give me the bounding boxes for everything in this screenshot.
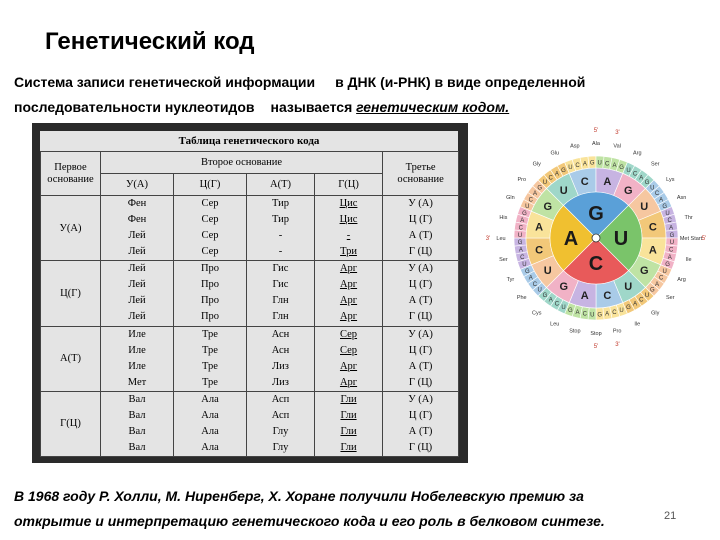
amino-acid: Глн	[272, 295, 289, 307]
wheel-outer-letter: U	[542, 180, 548, 187]
wheel-amino-label: Ile	[685, 257, 692, 264]
amino-acid: Арг	[339, 376, 358, 388]
wheel-amino-label: Asn	[676, 194, 687, 201]
col-head: А(Т)	[247, 174, 315, 196]
wheel-amino-label: Stop	[569, 328, 581, 335]
third-base: А (Т)	[408, 295, 433, 307]
first-base-cell: У(А)	[41, 196, 101, 261]
wheel-outer-letter: G	[522, 210, 527, 217]
table-row	[41, 326, 459, 391]
wheel-ring-letter: C	[580, 176, 589, 189]
wheel-ring-letter: A	[580, 289, 589, 302]
amino-acid: Лей	[128, 263, 146, 275]
amino-acid: Арг	[339, 295, 358, 307]
wheel-amino-label: Ser	[499, 257, 508, 264]
wheel-outer-letter: C	[518, 225, 523, 232]
wheel-outer-letter: G	[517, 240, 523, 247]
amino-acid: Мет	[127, 376, 147, 388]
amino-acid: Лей	[128, 311, 146, 323]
wheel-amino-label: Asp	[570, 143, 580, 150]
footer-line1: В 1968 году Р. Холли, М. Ниренберг, Х. Хоране получили Нобелевскую премию за	[14, 488, 584, 504]
wheel-outer-letter: A	[655, 281, 660, 288]
wheel-outer-letter: A	[575, 310, 580, 317]
wheel-end-mark: 3'	[615, 341, 620, 348]
amino-acid: Фен	[127, 198, 147, 210]
wheel-amino-label: Thr	[684, 214, 693, 221]
amino-acid: Сер	[340, 344, 358, 356]
amino-acid: Асн	[271, 328, 290, 340]
wheel-outer-letter: G	[619, 164, 624, 171]
amino-acid-cell	[247, 261, 315, 326]
third-base: Ц (Г)	[408, 344, 433, 356]
wheel-ring-letter: C	[535, 244, 544, 257]
wheel-outer-letter: U	[522, 262, 527, 269]
wheel-ring-letter: U	[559, 184, 568, 197]
wheel-amino-label: Cys	[532, 310, 542, 317]
amino-acid: Лиз	[272, 360, 289, 372]
amino-acid: Лиз	[272, 376, 289, 388]
amino-acid-cell	[315, 391, 383, 456]
amino-acid: Цис	[339, 214, 358, 226]
first-base-cell: А(Т)	[41, 326, 101, 391]
amino-acid: Арг	[339, 360, 358, 372]
table-row	[41, 391, 459, 456]
header-second-base: Второе основание	[101, 152, 383, 174]
wheel-outer-letter: U	[568, 164, 573, 171]
wheel-outer-letter: C	[669, 247, 674, 254]
wheel-ring-letter: C	[603, 289, 612, 302]
amino-acid: Глу	[272, 425, 289, 437]
wheel-amino-label: Tyr	[506, 277, 515, 284]
third-base: Г (Ц)	[408, 311, 433, 323]
amino-acid: Гис	[272, 263, 289, 275]
amino-acid: Гли	[340, 425, 357, 437]
amino-acid: Лей	[128, 295, 146, 307]
amino-acid: Арг	[339, 263, 358, 275]
third-base: Ц (Г)	[408, 409, 433, 421]
wheel-amino-label: Gln	[506, 194, 515, 201]
wheel-amino-label: Arg	[632, 150, 642, 157]
amino-acid: Вал	[128, 393, 146, 405]
codon-table	[40, 151, 459, 457]
amino-acid: Лей	[128, 246, 146, 258]
wheel-outer-letter: C	[554, 301, 560, 308]
third-base-cell	[383, 391, 459, 456]
wheel-amino-label: His	[499, 214, 508, 221]
wheel-outer-letter: U	[537, 287, 542, 294]
third-base: Г (Ц)	[408, 376, 433, 388]
intro-line2-a: последовательности нуклеотидов	[14, 99, 255, 115]
wheel-outer-letter: A	[520, 218, 525, 225]
amino-acid: Сер	[340, 328, 358, 340]
table-row	[41, 196, 459, 261]
amino-acid: Ала	[201, 393, 219, 405]
wheel-outer-letter: C	[654, 191, 660, 198]
wheel-outer-letter: A	[548, 297, 553, 304]
amino-acid: Ала	[201, 441, 219, 453]
wheel-ring-letter: G	[639, 265, 649, 278]
intro-text	[14, 70, 714, 120]
wheel-outer-letter: C	[612, 310, 617, 317]
wheel-outer-letter: U	[669, 240, 675, 247]
amino-acid: -	[278, 246, 283, 258]
wheel-outer-letter: A	[554, 171, 559, 178]
amino-acid: Цис	[339, 198, 358, 210]
amino-acid: Сер	[201, 198, 219, 210]
footer-text	[14, 484, 714, 534]
wheel-amino-label: Lys	[666, 176, 675, 183]
amino-acid: Арг	[339, 279, 358, 291]
wheel-center-mark	[592, 234, 600, 242]
wheel-amino-label: Phe	[516, 295, 527, 302]
amino-acid: Фен	[127, 214, 147, 226]
wheel-ring-letter: A	[535, 221, 544, 234]
amino-acid: Вал	[128, 425, 146, 437]
wheel-outer-letter: C	[528, 197, 533, 204]
wheel-outer-letter: U	[619, 308, 624, 315]
codon-table-paper	[40, 131, 458, 457]
wheel-outer-letter: G	[589, 160, 595, 167]
wheel-outer-letter: C	[604, 161, 610, 168]
wheel-amino-label: Leu	[550, 321, 560, 328]
amino-acid-cell	[315, 326, 383, 391]
wheel-ring-letter: A	[648, 244, 657, 257]
wheel-outer-letter: U	[597, 160, 602, 167]
wheel-outer-letter: U	[650, 185, 655, 192]
wheel-amino-label: Pro	[517, 176, 527, 183]
wheel-outer-letter: A	[582, 161, 587, 168]
wheel-outer-letter: U	[662, 268, 667, 275]
col-head: Ц(Г)	[174, 174, 247, 196]
amino-acid-cell	[247, 326, 315, 391]
wheel-ring-letter: G	[543, 200, 553, 213]
wheel-end-mark: 5'	[593, 128, 599, 134]
wheel-amino-label: Ile	[634, 321, 641, 328]
wheel-ring-letter: G	[623, 184, 633, 197]
amino-acid: Сер	[201, 246, 219, 258]
amino-acid: Тре	[202, 328, 218, 340]
amino-acid: Три	[340, 246, 357, 258]
wheel-outer-letter: C	[632, 171, 638, 178]
wheel-amino-label: Ser	[650, 161, 660, 168]
third-base: А (Т)	[408, 360, 433, 372]
intro-line2-b: называется	[270, 99, 353, 115]
amino-acid-cell	[174, 196, 247, 261]
wheel-outer-letter: U	[525, 204, 530, 211]
amino-acid: Гли	[340, 393, 357, 405]
intro-term: генетическим кодом.	[356, 99, 510, 115]
wheel-ring-letter: U	[640, 200, 649, 213]
amino-acid: Сер	[201, 214, 219, 226]
amino-acid: Гли	[340, 441, 357, 453]
wheel-outer-letter: C	[532, 281, 538, 288]
wheel-outer-letter: C	[520, 254, 525, 261]
third-base-cell	[383, 326, 459, 391]
wheel-outer-letter: G	[524, 268, 530, 275]
wheel-amino-label: Glu	[550, 150, 560, 157]
amino-acid-cell	[101, 261, 174, 326]
col-head: У(А)	[101, 174, 174, 196]
intro-line1-b: в ДНК (и-РНК) в виде определенной	[335, 74, 586, 90]
third-base: У (А)	[408, 393, 433, 405]
wheel-end-mark: 3'	[615, 130, 620, 137]
first-base-cell: Ц(Г)	[41, 261, 101, 326]
wheel-outer-letter: G	[568, 308, 573, 315]
third-base: Г (Ц)	[408, 441, 433, 453]
wheel-amino-label: Ser	[665, 295, 675, 302]
wheel-amino-label: Gly	[651, 310, 660, 317]
wheel-outer-letter: U	[590, 312, 595, 319]
wheel-outer-letter: A	[639, 175, 644, 182]
table-row	[41, 261, 459, 326]
wheel-outer-letter: A	[518, 247, 523, 254]
amino-acid: -	[278, 230, 283, 242]
wheel-outer-letter: A	[528, 275, 533, 282]
third-base: А (Т)	[408, 230, 433, 242]
amino-acid: Тир	[271, 198, 290, 210]
amino-acid-cell	[174, 391, 247, 456]
table-caption: Таблица генетического кода	[178, 135, 320, 147]
col-head: Г(Ц)	[315, 174, 383, 196]
wheel-outer-letter: U	[561, 305, 566, 312]
wheel-inner-letter: G	[588, 203, 604, 225]
wheel-outer-letter: G	[542, 292, 548, 299]
wheel-outer-letter: G	[626, 305, 631, 312]
amino-acid: Тир	[271, 214, 290, 226]
wheel-outer-letter: A	[532, 191, 537, 198]
amino-acid-cell	[174, 326, 247, 391]
wheel-ring-letter: U	[624, 281, 633, 294]
wheel-outer-letter: G	[662, 204, 668, 211]
wheel-ring-letter: A	[603, 176, 612, 189]
amino-acid: Асп	[271, 393, 290, 405]
amino-acid: Вал	[128, 409, 146, 421]
wheel-outer-letter: A	[667, 254, 672, 261]
intro-line1-a: Система записи генетической информации	[14, 74, 316, 90]
wheel-outer-letter: C	[582, 311, 588, 318]
amino-acid: Лей	[128, 279, 146, 291]
wheel-outer-letter: A	[659, 197, 664, 204]
amino-acid: Сер	[201, 230, 219, 242]
third-base-cell	[383, 261, 459, 326]
wheel-outer-letter: U	[644, 292, 650, 299]
amino-acid: Арг	[339, 311, 358, 323]
amino-acid: Гли	[340, 409, 357, 421]
amino-acid: Тре	[202, 376, 218, 388]
wheel-inner-letter: C	[588, 253, 604, 275]
wheel-inner-letter: U	[613, 228, 629, 250]
third-base: Г (Ц)	[408, 246, 433, 258]
wheel-amino-label: Pro	[612, 328, 622, 335]
wheel-outer-letter: A	[605, 311, 610, 318]
first-base-cell: Г(Ц)	[41, 391, 101, 456]
amino-acid: Лей	[128, 230, 146, 242]
codon-wheel-diagram	[478, 128, 714, 370]
amino-acid-cell	[247, 391, 315, 456]
amino-acid: -	[346, 230, 351, 242]
wheel-outer-letter: A	[669, 225, 674, 232]
amino-acid: Ала	[201, 409, 219, 421]
wheel-inner-letter: A	[563, 228, 579, 250]
wheel-end-mark: 5'	[701, 236, 707, 242]
wheel-outer-letter: U	[626, 167, 631, 174]
wheel-outer-letter: G	[669, 232, 675, 239]
wheel-amino-label: Gly	[532, 161, 541, 168]
wheel-outer-letter: C	[639, 297, 644, 304]
third-base: А (Т)	[408, 425, 433, 437]
wheel-outer-letter: C	[548, 175, 553, 182]
amino-acid-cell	[101, 326, 174, 391]
amino-acid: Вал	[128, 441, 146, 453]
amino-acid: Глн	[272, 311, 289, 323]
wheel-amino-label: Ala	[592, 141, 600, 147]
wheel-ring-letter: U	[543, 265, 552, 278]
wheel-amino-label: Met Start	[679, 236, 703, 242]
wheel-end-mark: 3'	[485, 236, 491, 242]
amino-acid: Иле	[128, 344, 146, 356]
header-first-base: Первое основание	[41, 152, 101, 196]
codon-table-image	[32, 123, 468, 463]
amino-acid: Иле	[128, 328, 146, 340]
wheel-outer-letter: A	[633, 301, 638, 308]
wheel-outer-letter: U	[517, 232, 523, 239]
wheel-outer-letter: G	[644, 180, 650, 187]
amino-acid: Про	[200, 311, 220, 323]
wheel-end-mark: 5'	[593, 344, 599, 350]
amino-acid: Ала	[201, 425, 219, 437]
amino-acid-cell	[315, 196, 383, 261]
wheel-outer-letter: C	[659, 275, 664, 282]
amino-acid: Асн	[271, 344, 290, 356]
amino-acid-cell	[315, 261, 383, 326]
wheel-outer-letter: U	[665, 210, 670, 217]
header-third-base: Третье основание	[383, 152, 459, 196]
wheel-ring-letter: C	[648, 221, 657, 234]
wheel-amino-label: Stop	[590, 331, 602, 337]
third-base: Ц (Г)	[408, 214, 433, 226]
third-base: У (А)	[408, 328, 433, 340]
amino-acid: Тре	[202, 360, 218, 372]
wheel-outer-letter: C	[667, 218, 672, 225]
slide-title: Генетический код	[45, 28, 255, 55]
amino-acid: Гис	[272, 279, 289, 291]
wheel-amino-label: Val	[613, 143, 621, 150]
wheel-outer-letter: C	[575, 162, 580, 169]
third-base: У (А)	[408, 263, 433, 275]
amino-acid: Асп	[271, 409, 290, 421]
amino-acid-cell	[247, 196, 315, 261]
wheel-outer-letter: G	[537, 185, 543, 192]
wheel-outer-letter: A	[612, 162, 617, 169]
third-base: Ц (Г)	[408, 279, 433, 291]
footer-line2: открытие и интерпретацию генетического кода и его роль в белковом синтезе.	[14, 513, 605, 529]
wheel-amino-label: Arg	[677, 277, 686, 284]
wheel-outer-letter: G	[665, 262, 670, 269]
amino-acid: Про	[200, 263, 220, 275]
amino-acid-cell	[174, 261, 247, 326]
wheel-outer-letter: G	[597, 312, 603, 319]
wheel-outer-letter: G	[561, 167, 566, 174]
amino-acid: Тре	[202, 344, 218, 356]
amino-acid: Про	[200, 295, 220, 307]
wheel-outer-letter: G	[649, 287, 655, 294]
amino-acid: Иле	[128, 360, 146, 372]
third-base: У (А)	[408, 198, 433, 210]
amino-acid: Глу	[272, 441, 289, 453]
slide-number: 21	[664, 510, 677, 522]
wheel-ring-letter: G	[559, 281, 569, 294]
third-base-cell	[383, 196, 459, 261]
amino-acid: Про	[200, 279, 220, 291]
wheel-amino-label: Leu	[496, 236, 506, 242]
amino-acid-cell	[101, 391, 174, 456]
amino-acid-cell	[101, 196, 174, 261]
